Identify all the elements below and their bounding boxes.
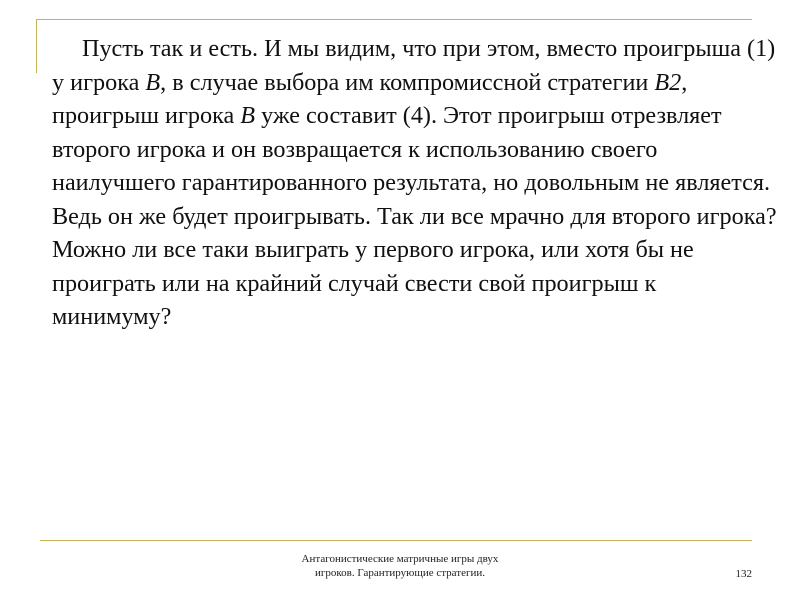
- main-paragraph: [52, 32, 777, 334]
- player-b-label-2: B: [240, 102, 256, 129]
- paragraph-text-1: Пусть так и есть. И мы видим, что при этом, вместо проигрыша (1) у игрока: [52, 35, 776, 96]
- left-rule: [36, 19, 37, 73]
- paragraph-text-2: , в случае выбора им компромиссной стратегии: [160, 68, 655, 96]
- strategy-b2-label: B2: [654, 68, 682, 96]
- slide-content: [52, 32, 777, 334]
- paragraph-text-3: , проигрыш игрока: [52, 68, 688, 129]
- bottom-rule: [40, 540, 752, 541]
- footer-line-1: Антагонистические матричные игры двух: [301, 553, 499, 565]
- page-number: 132: [735, 568, 752, 580]
- paragraph-text-4: уже составит (4). Этот проигрыш отрезвляет второго игрока и он возвращается к использованию своего наилучшего гарантированного результата, но довольным не является. Ведь он же будет проигрывать. Так ли все мрачно для второго игрока? Можно ли все таки выиграть у первого игрока, или хотя бы не проиграть или на крайний случай свести свой проигрыш к минимуму?: [52, 102, 777, 330]
- footer-line-2: игроков. Гарантирующие стратегии.: [314, 567, 486, 579]
- top-rule: [36, 19, 752, 20]
- player-b-label: B: [145, 68, 161, 96]
- footer-title: [270, 552, 530, 580]
